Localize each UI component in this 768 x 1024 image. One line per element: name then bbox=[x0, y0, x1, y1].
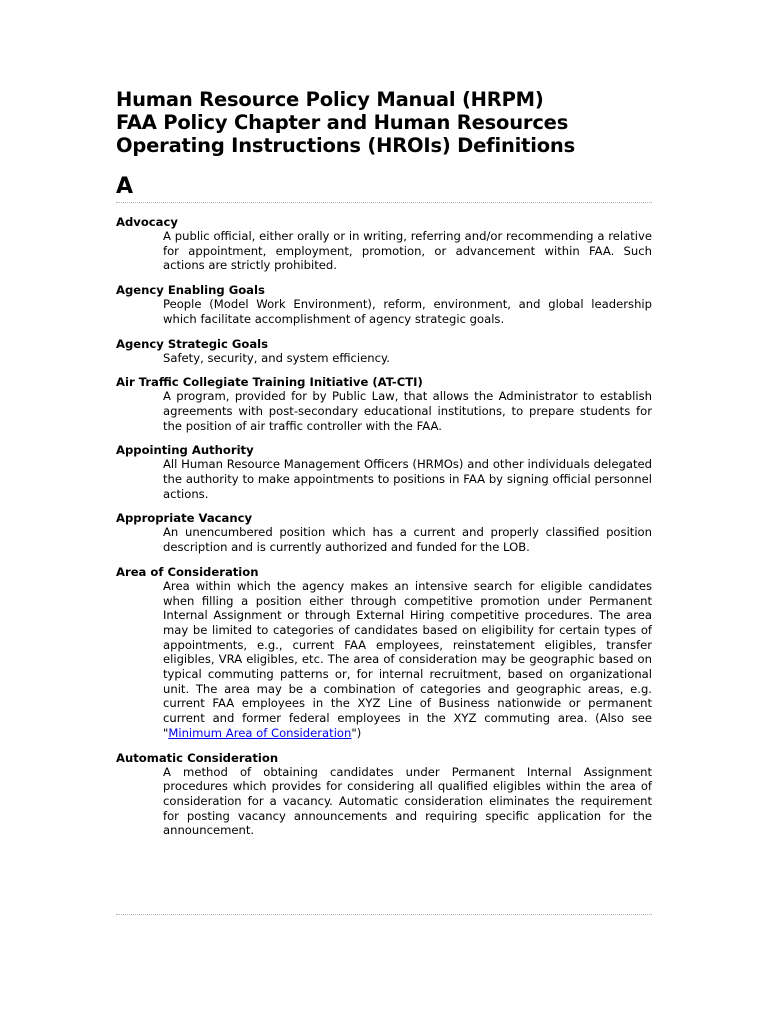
definition-entry-agency-strategic-goals bbox=[116, 337, 652, 366]
term-definition: A public official, either orally or in writing, referring and/or recommending a relative for appointment, employment, promotion, or advancement within FAA. Such actions are strictly prohibited. bbox=[163, 229, 652, 273]
term-name: Advocacy bbox=[116, 215, 178, 229]
definition-entry-advocacy bbox=[116, 215, 652, 273]
term-definition-end: ") bbox=[351, 725, 362, 740]
document-page bbox=[116, 88, 652, 848]
title-line-3: Operating Instructions (HROIs) Definitions bbox=[116, 134, 576, 157]
definition-list bbox=[116, 215, 652, 838]
term-definition-text: Area within which the agency makes an intensive search for eligible candidates when filling a position either through competitive promotion under Permanent Internal Assignment or through External Hiring competitive procedures. The area may be limited to categories of candidates based on eligibility for certain types of appointments, e.g., current FAA employees, reinstatement eligibles, transfer eligibles, VRA eligibles, etc. The area of consideration may be geographic based on typical commuting patterns or, for internal recruitment, based on organizational unit. The area may be a combination of categories and geographic areas, e.g. current FAA employees in the XYZ Line of Business nationwide or permanent current and former federal employees in the XYZ commuting area. (Also see " bbox=[163, 578, 652, 740]
term-definition: An unencumbered position which has a current and properly classified position description and is currently authorized and funded for the LOB. bbox=[163, 525, 652, 555]
section-letter: A bbox=[116, 174, 134, 199]
term-name: Air Traffic Collegiate Training Initiative (AT-CTI) bbox=[116, 375, 423, 390]
term-definition: A method of obtaining candidates under Permanent Internal Assignment procedures which provides for considering all qualified eligibles within the area of consideration for a vacancy. Automatic consideration eliminates the requirement for posting vacancy announcements and requiring specific application for the announcement. bbox=[163, 764, 652, 838]
definition-entry-agency-enabling-goals bbox=[116, 283, 652, 326]
term-definition bbox=[163, 579, 652, 741]
term-name: Automatic Consideration bbox=[116, 750, 279, 765]
section-divider bbox=[116, 202, 652, 203]
term-definition: Safety, security, and system efficiency. bbox=[163, 350, 390, 365]
definition-entry-appropriate-vacancy bbox=[116, 511, 652, 554]
definition-entry-automatic-consideration bbox=[116, 751, 652, 839]
definition-entry-at-cti bbox=[116, 375, 652, 433]
footer-divider bbox=[116, 914, 652, 915]
term-definition: A program, provided for by Public Law, that allows the Administrator to establish agreements with post-secondary educational institutions, to prepare students for the position of air traffic controller with the FAA. bbox=[163, 389, 652, 433]
term-name: Agency Enabling Goals bbox=[116, 283, 265, 298]
term-definition: All Human Resource Management Officers (HRMOs) and other individuals delegated the authority to make appointments to positions in FAA by signing official personnel actions. bbox=[163, 457, 652, 501]
minimum-area-of-consideration-link[interactable]: Minimum Area of Consideration bbox=[168, 725, 352, 740]
title-line-2: FAA Policy Chapter and Human Resources bbox=[116, 111, 569, 134]
term-name: Appropriate Vacancy bbox=[116, 511, 253, 526]
term-definition: People (Model Work Environment), reform, environment, and global leadership which facilitate accomplishment of agency strategic goals. bbox=[163, 297, 652, 326]
term-name: Agency Strategic Goals bbox=[116, 336, 269, 351]
term-name: Appointing Authority bbox=[116, 443, 254, 458]
term-name: Area of Consideration bbox=[116, 564, 259, 579]
definition-entry-appointing-authority bbox=[116, 443, 652, 501]
title-line-1: Human Resource Policy Manual (HRPM) bbox=[116, 88, 544, 111]
definition-entry-area-of-consideration bbox=[116, 565, 652, 741]
page-title bbox=[116, 88, 652, 157]
